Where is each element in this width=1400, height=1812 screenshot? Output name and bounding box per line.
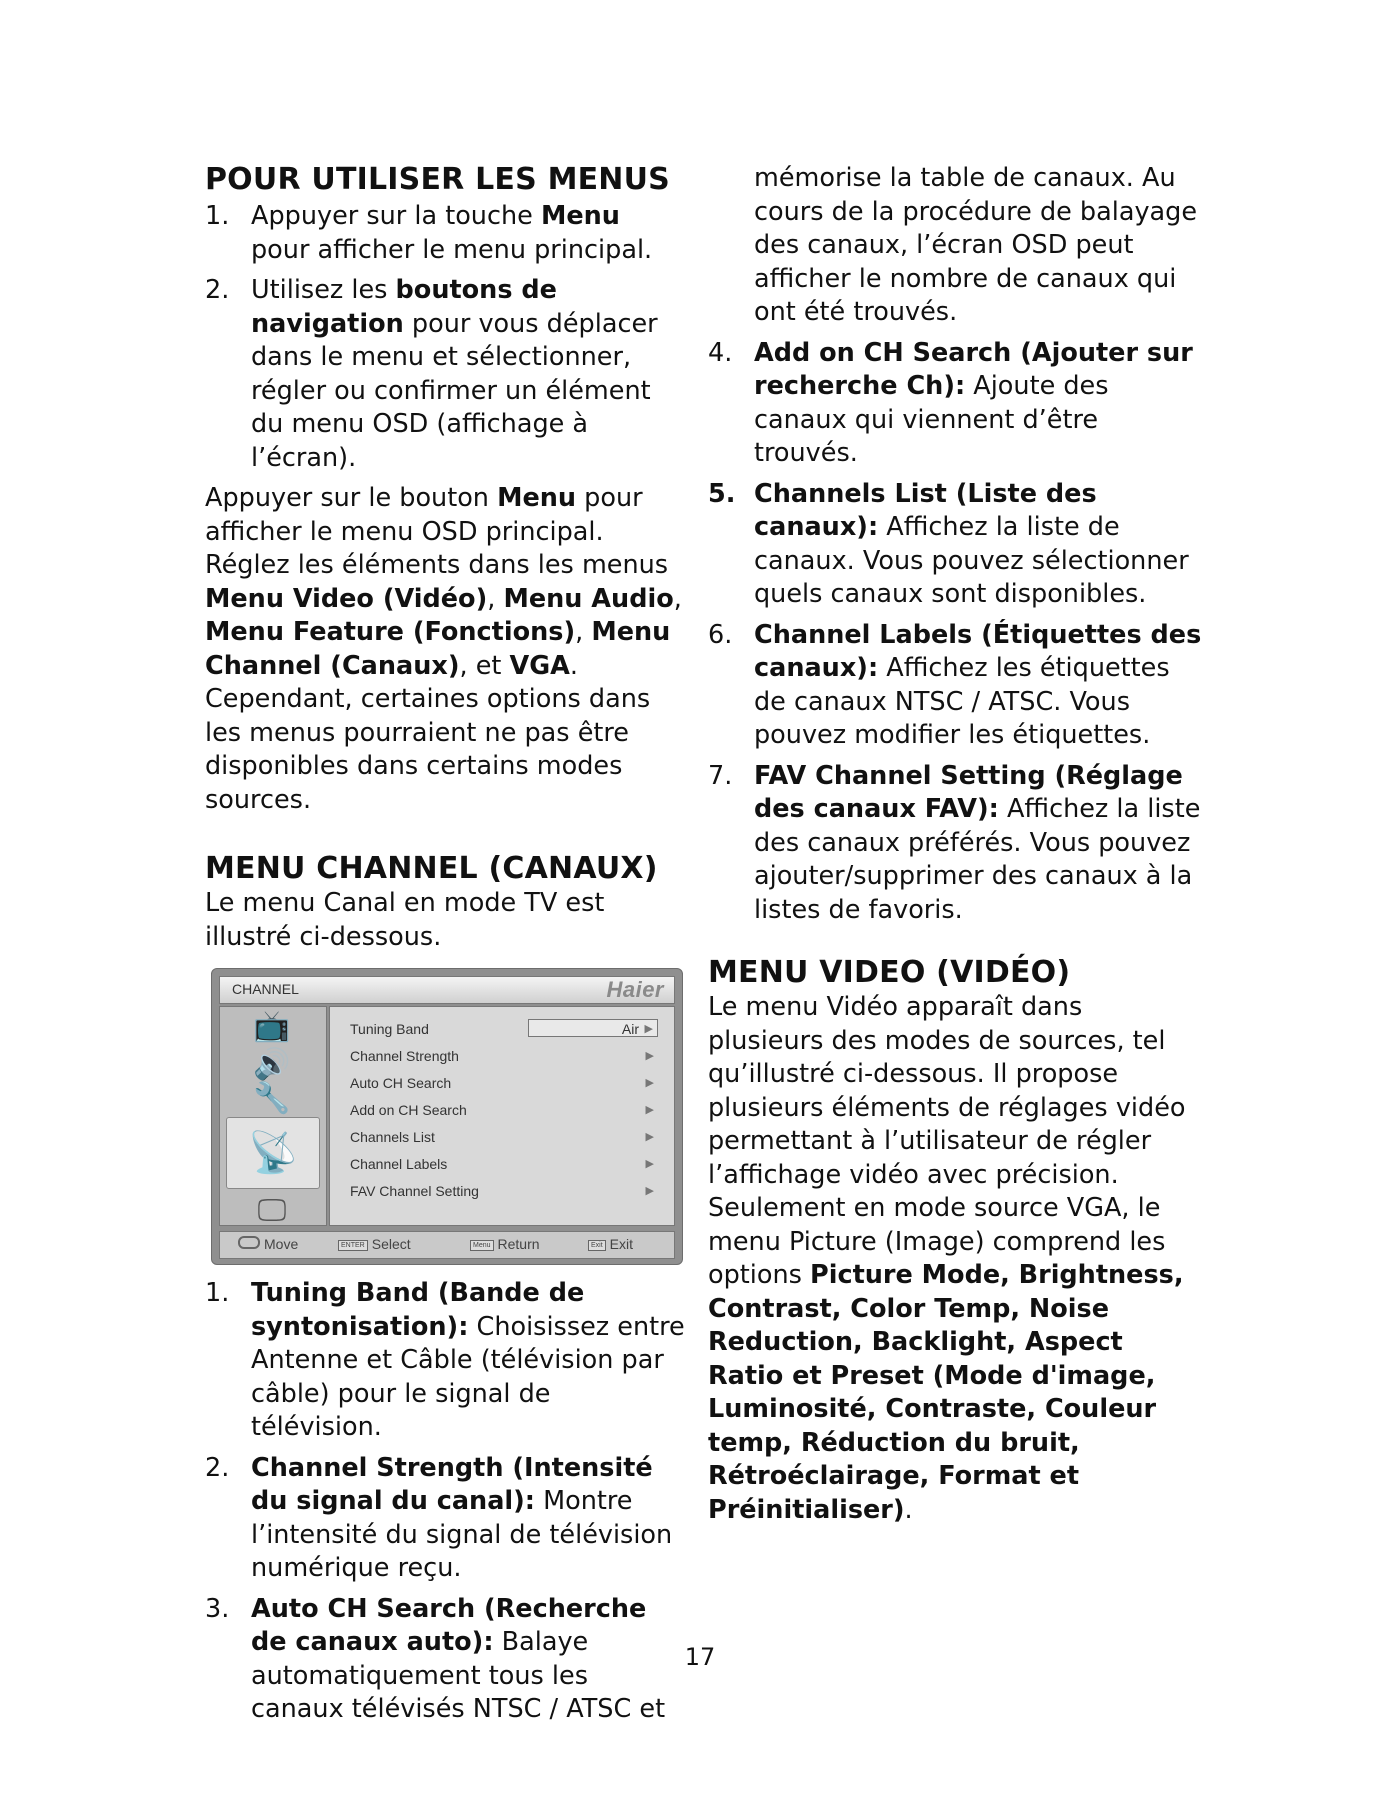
page-number: 17: [684, 1643, 716, 1671]
list-item: 1. Appuyer sur la touche Menu pour afficher le menu principal.: [205, 201, 653, 265]
osd-title: CHANNEL: [232, 981, 299, 997]
osd-row-channels-list: Channels List ▶: [350, 1125, 660, 1149]
list-item: 4. Add on CH Search (Ajouter sur recherche Ch): Ajoute des canaux qui viennent d’être trouvés.: [708, 337, 1193, 468]
channel-intro: Le menu Canal en mode TV est illustré ci-dessous.: [205, 888, 605, 952]
channel-menu-screenshot: [211, 968, 683, 1265]
osd-footer: [219, 1231, 675, 1259]
wrench-icon: 🔧: [253, 1082, 291, 1115]
osd-row-auto-ch-search: Auto CH Search ▶: [350, 1071, 660, 1095]
footer-exit: Exit Exit: [588, 1236, 633, 1252]
list-item: 7. FAV Channel Setting (Réglage des canaux FAV): Affichez la liste des canaux préférés. Vous pouvez ajouter/supprimer des canaux à la listes de favoris.: [708, 760, 1201, 925]
menu-intro-paragraph: Appuyer sur le bouton Menu pour afficher le menu OSD principal. Réglez les éléments dans les menus Menu Video (Vidéo), Menu Audio, Menu Feature (Fonctions), Menu Channel (Canaux), et VGA. Cependant, certaines options dans les menus pourraient ne pas être disponibles dans certains modes sources.: [205, 483, 682, 815]
list-item: 2. Channel Strength (Intensité du signal du canal): Montre l’intensité du signal de télévision numérique reçu.: [205, 1452, 673, 1583]
video-menu-paragraph: Le menu Vidéo apparaît dans plusieurs des modes de sources, tel qu’illustré ci-dessous. Il propose plusieurs éléments de réglages vidéo permettant à l’utilisateur de régler l’affichage vidéo avec précision. Seulement en mode source VGA, le menu Picture (Image) comprend les options Picture Mode, Brightness, Contrast, Color Temp, Noise Reduction, Backlight, Aspect Ratio et Preset (Mode d'image, Luminosité, Contraste, Couleur temp, Réduction du bruit, Rétroéclairage, Format et Préinitialiser).: [708, 992, 1186, 1525]
auto-search-continuation: mémorise la table de canaux. Au cours de la procédure de balayage des canaux, l’écran OSD peut afficher le nombre de canaux qui ont été trouvés.: [754, 163, 1198, 327]
heading-using-menus: POUR UTILISER LES MENUS: [205, 162, 670, 197]
osd-sidebar: [219, 1006, 327, 1226]
footer-return: Menu Return: [470, 1236, 540, 1252]
list-item: 5. Channels List (Liste des canaux): Affichez la liste de canaux. Vous pouvez sélectionner quels canaux sont disponibles.: [708, 478, 1189, 609]
move-icon: [238, 1236, 260, 1249]
list-item: 2. Utilisez les boutons de navigation pour vous déplacer dans le menu et sélectionner, régler ou confirmer un élément du menu OSD (affichage à l’écran).: [205, 275, 658, 473]
arrow-right-icon: ▶: [644, 1023, 653, 1035]
osd-row-fav-channel-setting: FAV Channel Setting ▶: [350, 1179, 660, 1203]
menu-key-icon: Menu: [470, 1240, 494, 1251]
arrow-right-icon: ▶: [645, 1158, 654, 1170]
osd-content: [329, 1006, 675, 1226]
menu-steps-list: [205, 200, 685, 475]
osd-row-channel-strength: Channel Strength ▶: [350, 1044, 660, 1068]
tuning-band-value: Air ▶: [528, 1019, 658, 1037]
list-item: 6. Channel Labels (Étiquettes des canaux): Affichez les étiquettes de canaux NTSC / ATSC. Vous pouvez modifier les étiquettes.: [708, 619, 1202, 750]
arrow-right-icon: ▶: [645, 1185, 654, 1197]
enter-key-icon: ENTER: [338, 1240, 368, 1251]
left-column: [205, 162, 685, 1734]
osd-row-tuning-band: Tuning Band Air ▶: [350, 1017, 660, 1041]
right-column: [708, 162, 1203, 1527]
arrow-right-icon: ▶: [645, 1077, 654, 1089]
satellite-icon: 📡: [226, 1117, 320, 1189]
arrow-right-icon: ▶: [645, 1050, 654, 1062]
footer-move: Move: [238, 1236, 298, 1252]
speaker-icon: 🔊: [253, 1048, 291, 1081]
haier-logo: Haier: [606, 977, 664, 1002]
heading-menu-video: MENU VIDEO (VIDÉO): [708, 955, 1071, 990]
list-item: 1. Tuning Band (Bande de syntonisation): Choisissez entre Antenne et Câble (télévision par câble) pour le signal de télévision.: [205, 1278, 685, 1442]
exit-key-icon: Exit: [588, 1240, 606, 1251]
footer-select: ENTER Select: [338, 1236, 411, 1252]
arrow-right-icon: ▶: [645, 1131, 654, 1143]
tv-icon: 📺: [253, 1010, 291, 1043]
arrow-right-icon: ▶: [645, 1104, 654, 1116]
heading-menu-channel: MENU CHANNEL (CANAUX): [205, 851, 658, 886]
list-item: 3. Auto CH Search (Recherche de canaux auto): Balaye automatiquement tous les canaux télévisés NTSC / ATSC et: [205, 1593, 666, 1724]
osd-header: [219, 976, 675, 1004]
osd-row-channel-labels: Channel Labels ▶: [350, 1152, 660, 1176]
osd-row-add-on-ch-search: Add on CH Search ▶: [350, 1098, 660, 1122]
monitor-icon: 🖵: [257, 1194, 287, 1227]
channel-items-list-right: [708, 337, 1203, 928]
